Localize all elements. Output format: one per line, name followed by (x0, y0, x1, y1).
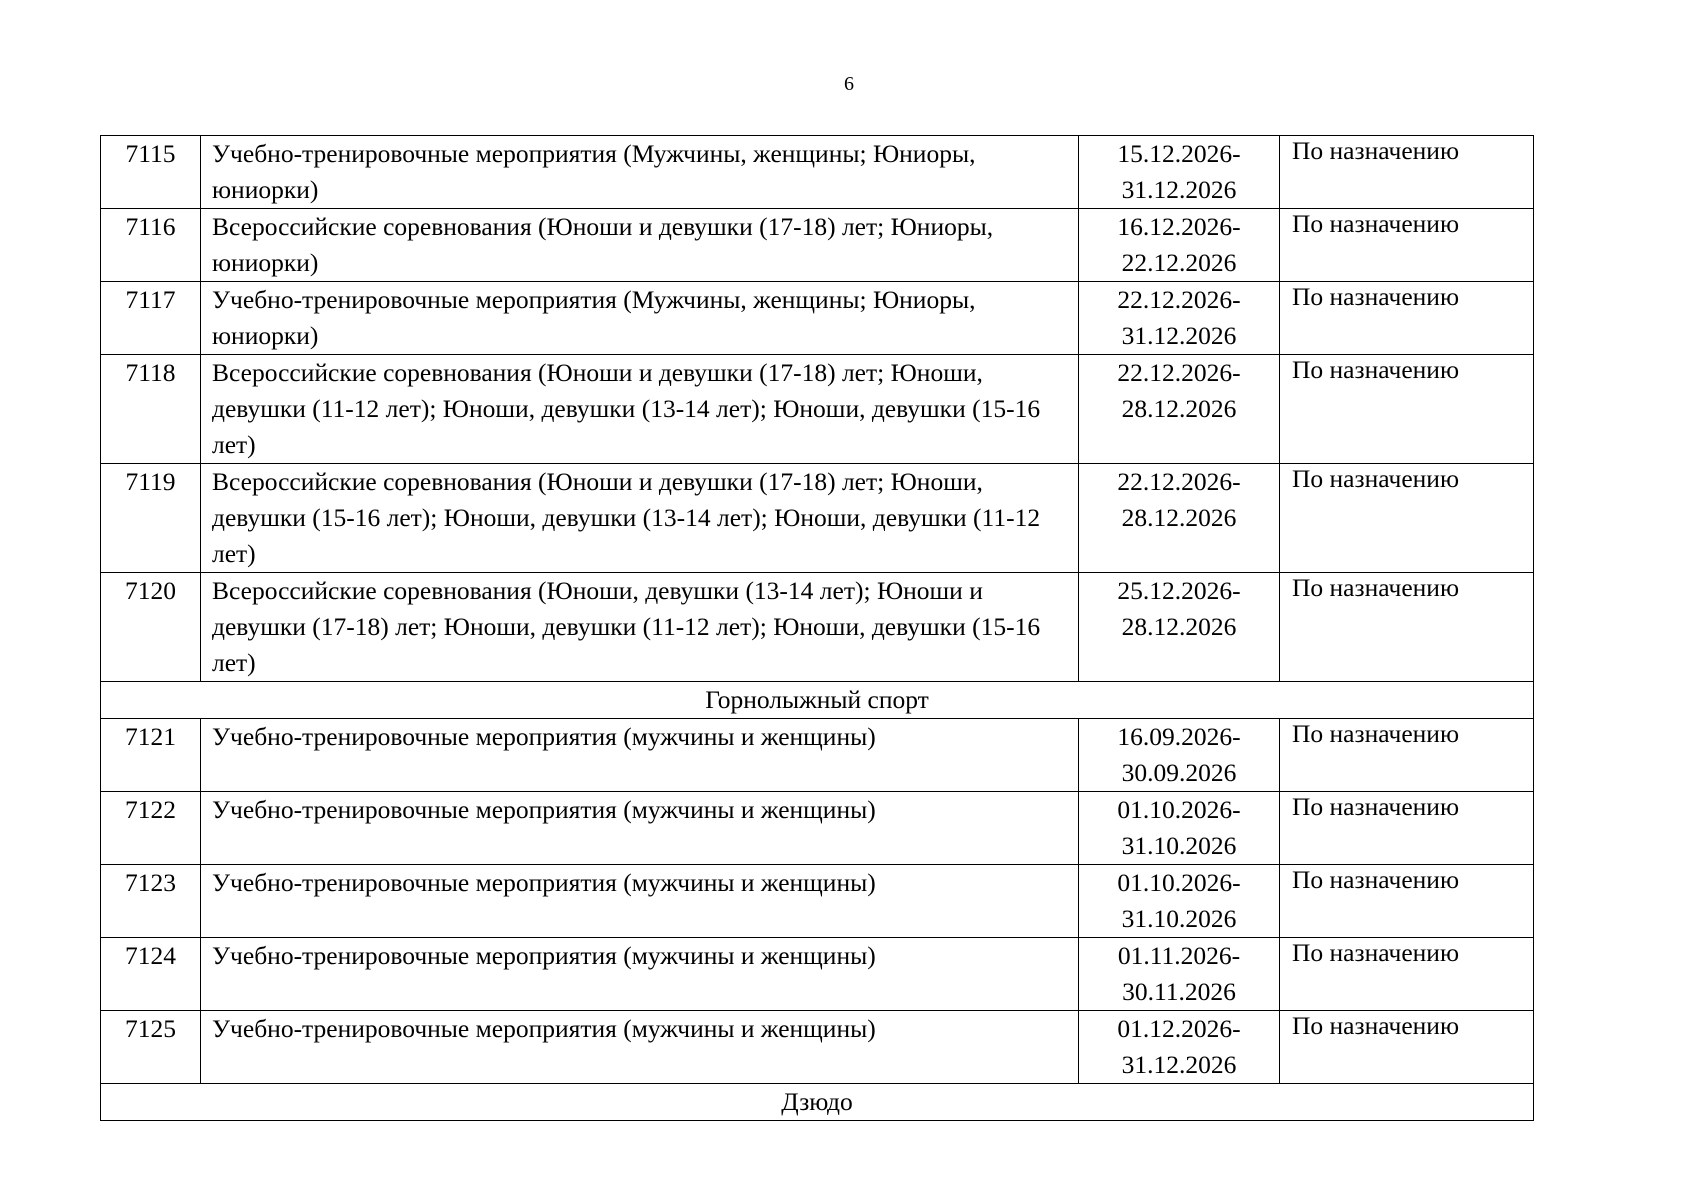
event-dates (1079, 792, 1280, 865)
event-id: 7116 (101, 209, 201, 282)
table-row (101, 464, 1534, 573)
place-text: По назначению (1292, 938, 1460, 967)
event-name: Учебно-тренировочные мероприятия (мужчины и женщины) (201, 792, 1079, 865)
date-start: 22.12.2026- (1117, 467, 1241, 496)
date-end: 31.12.2026 (1121, 175, 1237, 204)
date-end: 31.10.2026 (1121, 904, 1237, 933)
event-name: Всероссийские соревнования (Юноши и девушки (17-18) лет; Юниоры, юниорки) (201, 209, 1079, 282)
events-table (100, 135, 1534, 1121)
date-end: 28.12.2026 (1121, 503, 1237, 532)
section-header-row (101, 682, 1534, 719)
event-name: Учебно-тренировочные мероприятия (мужчины и женщины) (201, 865, 1079, 938)
event-id: 7122 (101, 792, 201, 865)
place-text: По назначению (1292, 1011, 1460, 1040)
event-place (1280, 573, 1534, 682)
table-row (101, 136, 1534, 209)
place-text: По назначению (1292, 282, 1460, 311)
event-id: 7118 (101, 355, 201, 464)
event-name: Всероссийские соревнования (Юноши и девушки (17-18) лет; Юноши, девушки (11-12 лет); Юноши, девушки (13-14 лет); Юноши, девушки (15-16 лет) (201, 355, 1079, 464)
table-row (101, 573, 1534, 682)
event-name: Учебно-тренировочные мероприятия (Мужчины, женщины; Юниоры, юниорки) (201, 282, 1079, 355)
date-start: 01.10.2026- (1117, 795, 1241, 824)
event-dates (1079, 938, 1280, 1011)
event-id: 7121 (101, 719, 201, 792)
date-start: 16.12.2026- (1117, 212, 1241, 241)
section-title: Горнолыжный спорт (101, 682, 1534, 719)
event-dates (1079, 573, 1280, 682)
event-id: 7119 (101, 464, 201, 573)
event-dates (1079, 865, 1280, 938)
event-name: Всероссийские соревнования (Юноши, девушки (13-14 лет); Юноши и девушки (17-18) лет; Юноши, девушки (11-12 лет); Юноши, девушки (15-16 лет) (201, 573, 1079, 682)
event-place (1280, 1011, 1534, 1084)
event-place (1280, 865, 1534, 938)
table-row (101, 355, 1534, 464)
event-dates (1079, 719, 1280, 792)
place-text: По назначению (1292, 209, 1460, 238)
event-dates (1079, 136, 1280, 209)
table-row (101, 865, 1534, 938)
place-text: По назначению (1292, 719, 1460, 748)
date-end: 31.12.2026 (1121, 321, 1237, 350)
date-end: 30.09.2026 (1121, 758, 1237, 787)
event-dates (1079, 464, 1280, 573)
table-row (101, 938, 1534, 1011)
table-row (101, 719, 1534, 792)
date-start: 01.12.2026- (1117, 1014, 1241, 1043)
event-place (1280, 792, 1534, 865)
event-place (1280, 938, 1534, 1011)
section-title: Дзюдо (101, 1084, 1534, 1121)
date-start: 22.12.2026- (1117, 285, 1241, 314)
date-start: 01.11.2026- (1117, 941, 1241, 970)
event-place (1280, 719, 1534, 792)
date-end: 31.10.2026 (1121, 831, 1237, 860)
date-end: 30.11.2026 (1122, 977, 1236, 1006)
date-start: 22.12.2026- (1117, 358, 1241, 387)
table-row (101, 792, 1534, 865)
section-header-row (101, 1084, 1534, 1121)
place-text: По назначению (1292, 464, 1460, 493)
place-text: По назначению (1292, 355, 1460, 384)
event-dates (1079, 1011, 1280, 1084)
event-name: Учебно-тренировочные мероприятия (мужчины и женщины) (201, 719, 1079, 792)
event-place (1280, 282, 1534, 355)
date-start: 01.10.2026- (1117, 868, 1241, 897)
date-end: 28.12.2026 (1121, 394, 1237, 423)
event-place (1280, 136, 1534, 209)
place-text: По назначению (1292, 865, 1460, 894)
event-id: 7120 (101, 573, 201, 682)
date-start: 25.12.2026- (1117, 576, 1241, 605)
event-dates (1079, 282, 1280, 355)
event-id: 7115 (101, 136, 201, 209)
date-end: 31.12.2026 (1121, 1050, 1237, 1079)
event-name: Учебно-тренировочные мероприятия (Мужчины, женщины; Юниоры, юниорки) (201, 136, 1079, 209)
place-text: По назначению (1292, 573, 1460, 602)
event-name: Всероссийские соревнования (Юноши и девушки (17-18) лет; Юноши, девушки (15-16 лет); Юноши, девушки (13-14 лет); Юноши, девушки (11-12 лет) (201, 464, 1079, 573)
date-start: 16.09.2026- (1117, 722, 1241, 751)
event-dates (1079, 355, 1280, 464)
date-start: 15.12.2026- (1117, 139, 1241, 168)
event-id: 7125 (101, 1011, 201, 1084)
event-place (1280, 209, 1534, 282)
event-dates (1079, 209, 1280, 282)
date-end: 28.12.2026 (1121, 612, 1237, 641)
table-row (101, 1011, 1534, 1084)
event-id: 7123 (101, 865, 201, 938)
date-end: 22.12.2026 (1121, 248, 1237, 277)
event-name: Учебно-тренировочные мероприятия (мужчины и женщины) (201, 1011, 1079, 1084)
event-place (1280, 464, 1534, 573)
place-text: По назначению (1292, 792, 1460, 821)
table-row (101, 209, 1534, 282)
event-id: 7117 (101, 282, 201, 355)
event-id: 7124 (101, 938, 201, 1011)
page-number: 6 (844, 73, 854, 95)
place-text: По назначению (1292, 136, 1460, 165)
event-place (1280, 355, 1534, 464)
table-row (101, 282, 1534, 355)
event-name: Учебно-тренировочные мероприятия (мужчины и женщины) (201, 938, 1079, 1011)
